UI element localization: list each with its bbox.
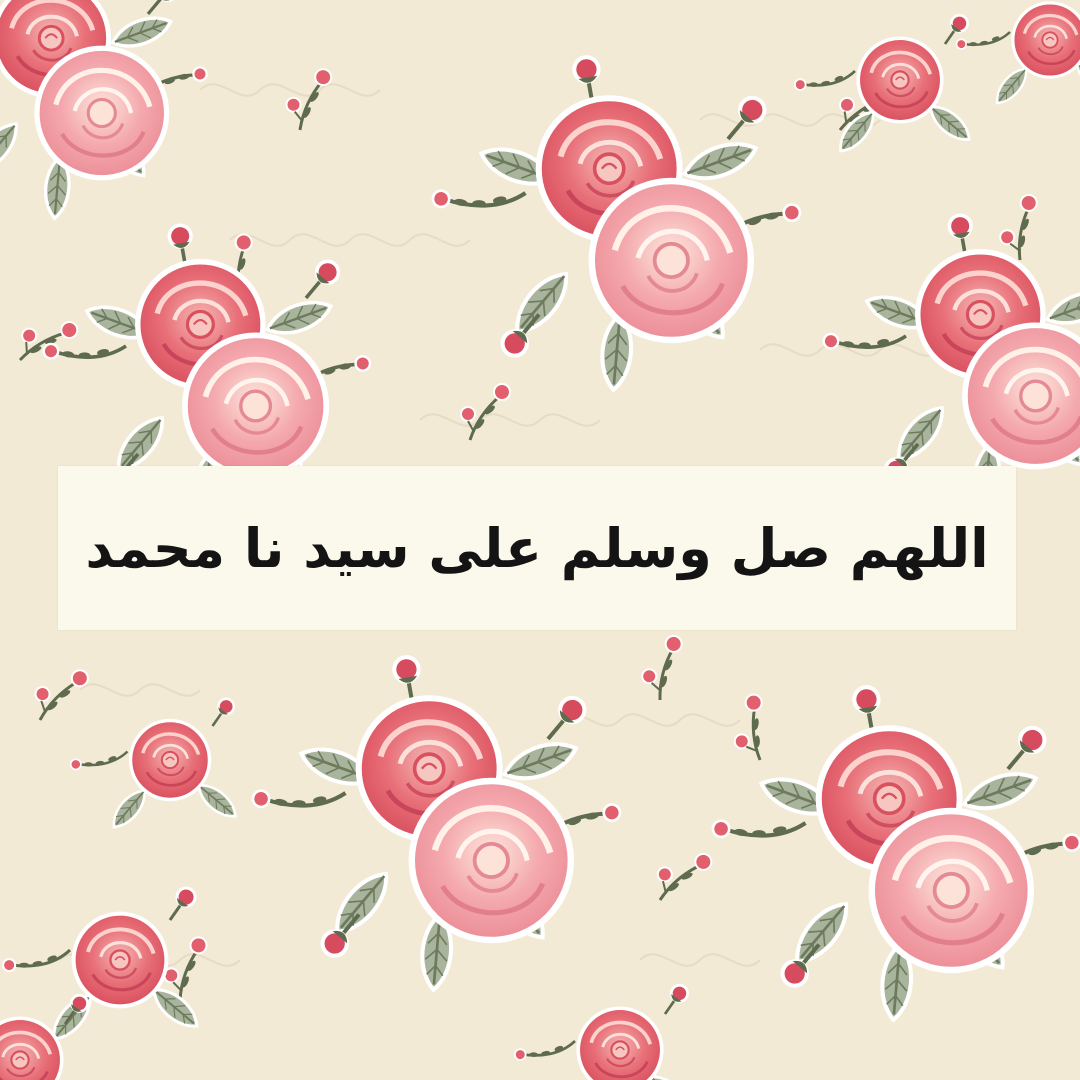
caption-text: اللهم صل وسلم على سيد نا محمد [85,516,989,580]
caption-banner [58,466,1016,630]
